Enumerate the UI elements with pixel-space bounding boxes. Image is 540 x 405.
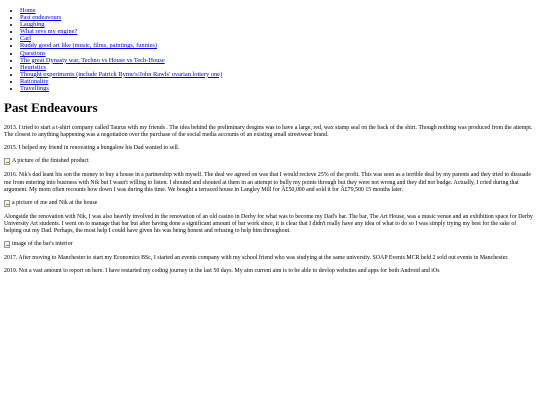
nav-link-what-revs-my-engine[interactable]: What revs my engine? — [20, 28, 78, 36]
image-finished-product — [4, 158, 534, 165]
page-title: Past Endeavours — [4, 100, 98, 116]
nav-link-past-endeavours[interactable]: Past endeavours — [20, 14, 62, 22]
broken-image-icon — [4, 200, 10, 207]
site-nav — [0, 0, 540, 92]
paragraph-2013: 2013. I tried to start a t-shirt company called Taurus with my friends . The idea behind the preliminary desgins was to have a large, red, wax stamp seal on the back of the shirt. Though nothing was produced from the attempt. The closest to anything happening was a negotiation over the purchase of the social media accounts of an existing small streetwear brand. — [4, 125, 533, 139]
nav-item-what-revs-my-engine — [20, 28, 540, 35]
nav-link-heuristics[interactable]: Heuristics — [20, 63, 46, 71]
paragraph-2016: 2016. Nik's dad leant his son the money to buy a house in a partnership with myself. The deal we agreed on was that I would recieve 25% of the profit. This was seen as a terrible deal by my parents and they tried to dissuade me from entering into business with Nik but I wasn't willing to listen. I shouted and shouted at them in an attempt to bully my points through but they were not wrong and they did not budge. Actually, I cried during that argument. My mom often recounts how down I was during this time. We bought a terraced house in Langley Mill for Â£50,000 and sold it for Â£79,500 15 months later. — [4, 172, 531, 193]
paragraph-2019: 2019. Not a vast amount to report on here. I have restarted my coding journey in the last 50 days. My aim current aim is to be able to devlop websites and apps for both Android and iOs — [4, 268, 440, 275]
nav-item-heuristics — [20, 64, 540, 71]
nav-item-laughing — [20, 21, 540, 28]
image-alt-text: A picture of the finished product — [12, 158, 89, 165]
broken-image-icon — [4, 158, 10, 165]
image-me-and-nik — [4, 200, 534, 207]
image-bar-interior — [4, 241, 534, 248]
nav-link-rationality[interactable]: Rationality — [20, 77, 49, 85]
nav-item-past-endeavours — [20, 14, 540, 21]
nav-item-questions — [20, 50, 540, 57]
paragraph-art-house: Alongside the renovation with Nik, I was also heavily involved in the renovation of an old casino in Derby for what was to become my Dad's bar. The bar, The Art House, was a music venue and an exhibition space for Derby University Art students. I went on to manage that bar but after having done a significant amount of bar work since, it is clear that I didn't really have any idea of what to do so I was simply trying my best for the sake of helping out my Dad. Perhaps, the most help I could have given his was being honest and refusing to help him throughout. — [4, 213, 533, 234]
image-alt-text: image of the bar's interior — [12, 240, 73, 247]
nav-item-dynasty-war — [20, 57, 540, 64]
nav-link-carl[interactable]: Carl — [20, 35, 32, 43]
nav-link-laughing[interactable]: Laughing — [20, 21, 45, 29]
broken-image-icon — [4, 241, 10, 248]
image-alt-text: a picture of me and Nik at the house — [12, 199, 98, 206]
nav-item-carl — [20, 35, 540, 42]
nav-item-rationality — [20, 78, 540, 85]
paragraph-2017: 2017. After moving to Manchester to start my Economics BSc, I started an events company with my school friend who was studying at the same university. SOAP Events MCR held 2 sold out events in Manchester. — [4, 254, 509, 261]
nav-link-thought-experiments[interactable]: Thought experiments (include Patrick Byrne's/John Rawls' ovarian lottery one) — [20, 70, 223, 78]
nav-link-dynasty-war[interactable]: The great Dynasty war, Techno vs House vs Tech-House — [20, 56, 165, 64]
nav-item-ruddy-good-art — [20, 42, 540, 49]
nav-item-thought-experiments — [20, 71, 540, 78]
nav-link-ruddy-good-art[interactable]: Ruddy good art like (music, films, paintings, funnies) — [20, 42, 158, 50]
nav-link-travellings[interactable]: Travellings — [20, 85, 49, 93]
paragraph-2015: 2015. I helped my friend in renovating a bungalow his Dad wanted to sell. — [4, 145, 180, 152]
nav-link-questions[interactable]: Questions — [20, 49, 46, 57]
nav-item-travellings — [20, 85, 540, 92]
nav-item-home — [20, 7, 540, 14]
nav-link-home[interactable]: Home — [20, 7, 36, 14]
